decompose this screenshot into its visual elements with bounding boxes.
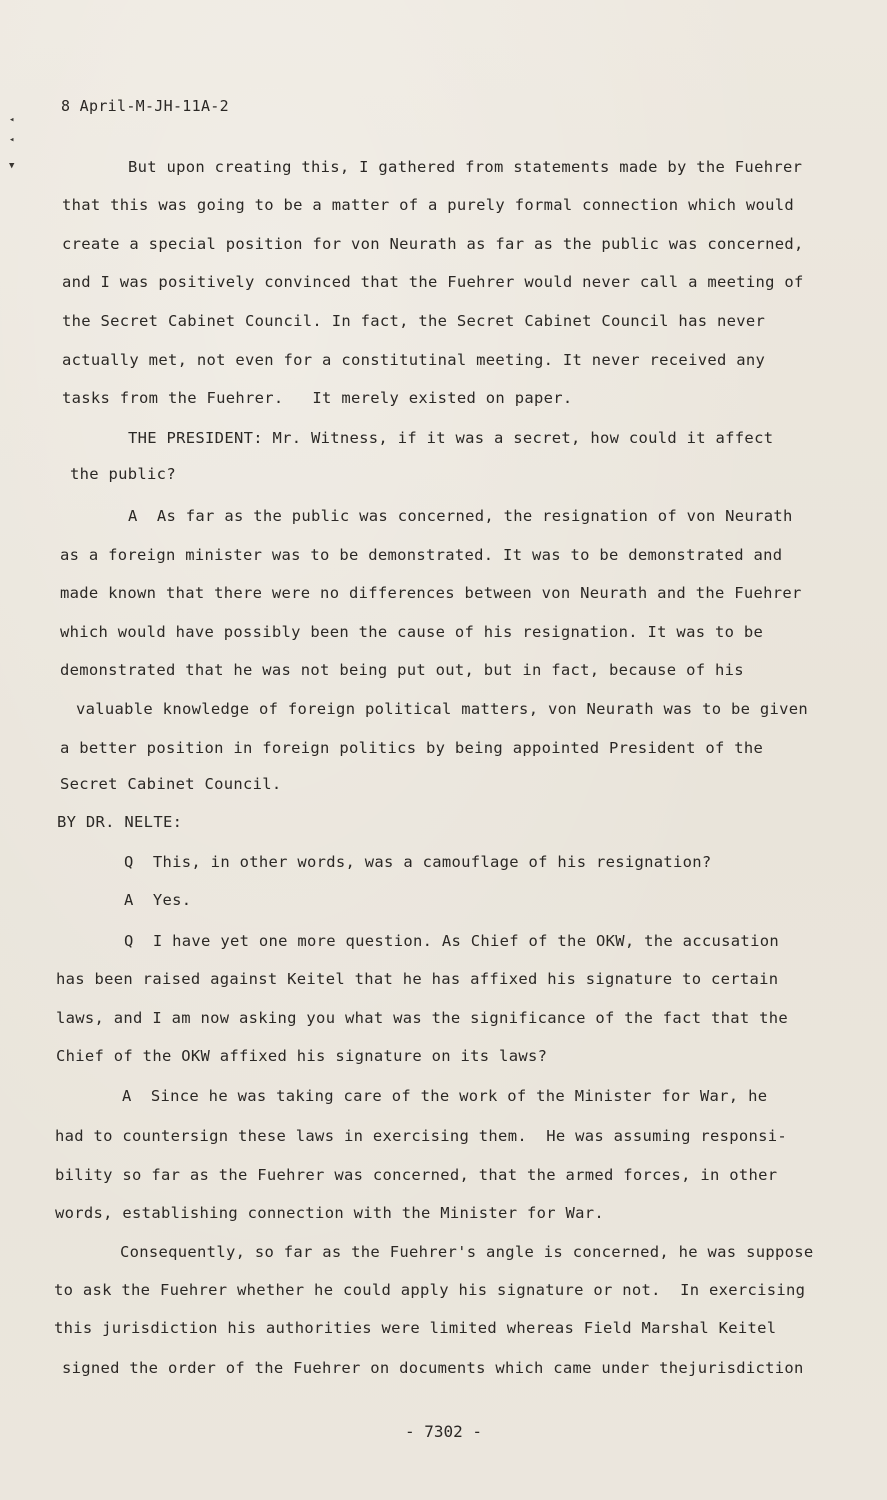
text-line: this jurisdiction his authorities were limited whereas Field Marshal Keitel: [54, 1319, 777, 1337]
margin-tick-mark: ◂: [9, 115, 15, 125]
question-line: Q I have yet one more question. As Chief of the OKW, the accusation: [124, 932, 779, 950]
text-line: which would have possibly been the cause of his resignation. It was to be: [60, 623, 764, 641]
text-line: Consequently, so far as the Fuehrer's angle is concerned, he was suppose: [120, 1243, 814, 1261]
text-line: signed the order of the Fuehrer on documents which came under thejurisdiction: [62, 1359, 804, 1377]
text-line: to ask the Fuehrer whether he could apply his signature or not. In exercising: [54, 1281, 806, 1299]
answer-line: A As far as the public was concerned, the resignation of von Neurath: [128, 507, 793, 525]
text-line: tasks from the Fuehrer. It merely existed on paper.: [62, 389, 573, 407]
text-line: demonstrated that he was not being put out, but in fact, because of his: [60, 661, 744, 679]
text-line: had to countersign these laws in exercising them. He was assuming responsi-: [55, 1127, 788, 1145]
question-line: Q This, in other words, was a camouflage of his resignation?: [124, 853, 712, 871]
text-line: create a special position for von Neurath as far as the public was concerned,: [62, 235, 804, 253]
text-line: made known that there were no differences between von Neurath and the Fuehrer: [60, 584, 802, 602]
text-line: Chief of the OKW affixed his signature on its laws?: [56, 1047, 548, 1065]
text-line: Secret Cabinet Council.: [60, 775, 282, 793]
text-line: valuable knowledge of foreign political matters, von Neurath was to be given: [76, 700, 809, 718]
text-line: has been raised against Keitel that he has affixed his signature to certain: [56, 970, 779, 988]
page-reference: 8 April-M-JH-11A-2: [61, 97, 229, 115]
speaker-line: THE PRESIDENT: Mr. Witness, if it was a secret, how could it affect: [128, 429, 774, 447]
text-line: bility so far as the Fuehrer was concerned, that the armed forces, in other: [55, 1166, 778, 1184]
text-line: that this was going to be a matter of a purely formal connection which would: [62, 196, 795, 214]
text-line: words, establishing connection with the Minister for War.: [55, 1204, 605, 1222]
text-line: as a foreign minister was to be demonstrated. It was to be demonstrated and: [60, 546, 783, 564]
text-line: the public?: [70, 465, 176, 483]
text-line: the Secret Cabinet Council. In fact, the Secret Cabinet Council has never: [62, 312, 766, 330]
answer-line: A Yes.: [124, 891, 192, 909]
text-line: laws, and I am now asking you what was the significance of the fact that the: [56, 1009, 789, 1027]
text-line: actually met, not even for a constitutinal meeting. It never received any: [62, 351, 766, 369]
margin-bullet-mark: ▼: [9, 161, 15, 171]
text-line: But upon creating this, I gathered from statements made by the Fuehrer: [128, 158, 803, 176]
margin-tick-mark: ◂: [9, 135, 15, 145]
answer-line: A Since he was taking care of the work of the Minister for War, he: [122, 1087, 768, 1105]
text-line: a better position in foreign politics by being appointed President of the: [60, 739, 764, 757]
page-number: - 7302 -: [404, 1422, 483, 1441]
text-line: and I was positively convinced that the Fuehrer would never call a meeting of: [62, 273, 804, 291]
examiner-heading: BY DR. NELTE:: [57, 813, 183, 831]
